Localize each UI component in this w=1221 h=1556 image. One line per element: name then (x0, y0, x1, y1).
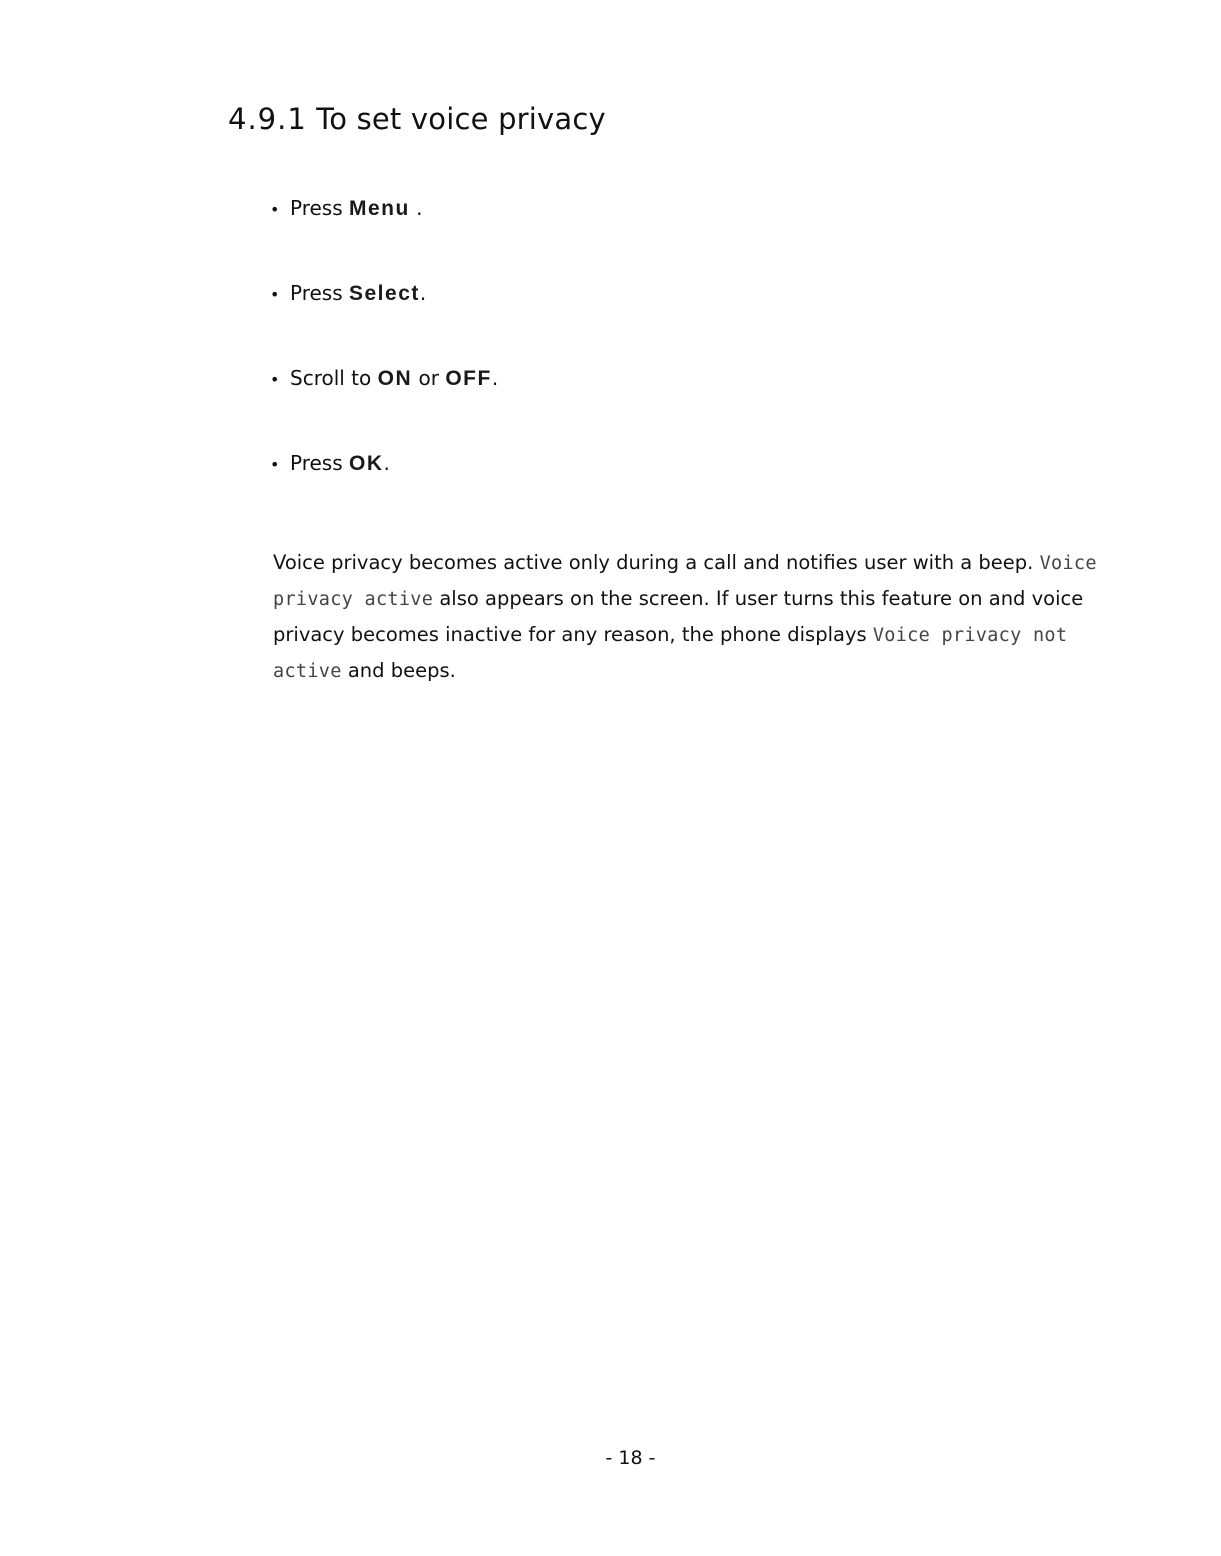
step-suffix: . (383, 451, 390, 475)
paragraph-text: Voice privacy becomes active only during a call and notifies user with a beep. (273, 551, 1040, 574)
step-text: Press (290, 451, 349, 475)
section-heading (228, 102, 606, 136)
step-item (270, 277, 498, 362)
key-name: ON (377, 367, 413, 390)
step-suffix: . (491, 366, 499, 390)
step-text: Scroll to (290, 366, 378, 390)
paragraph-text: also appears on the screen. If user turns this feature on and voice privacy becomes inactive for any reason, the phone displays (273, 587, 1084, 646)
bullet-icon: • (270, 200, 280, 219)
key-name: Menu (349, 197, 410, 220)
step-suffix: . (419, 281, 427, 305)
steps-list (270, 192, 498, 532)
section-title: To set voice privacy (316, 102, 606, 136)
key-name: Select (349, 282, 420, 305)
step-text: Press (290, 196, 349, 220)
step-middle: or (412, 366, 446, 390)
description-paragraph (273, 545, 1113, 689)
paragraph-text: and beeps. (341, 659, 456, 682)
bullet-icon: • (270, 285, 280, 304)
step-suffix: . (409, 196, 423, 220)
step-item (270, 362, 498, 447)
section-number: 4.9.1 (228, 102, 307, 136)
key-name: OK (349, 452, 384, 475)
bullet-icon: • (270, 455, 280, 474)
display-message: Voice privacy active (273, 553, 1097, 610)
step-item (270, 192, 498, 277)
key-name: OFF (445, 367, 492, 390)
page-number: - 18 - (605, 1447, 656, 1469)
display-message: Voice privacy not active (273, 625, 1068, 682)
step-text: Press (290, 281, 349, 305)
bullet-icon: • (270, 370, 280, 389)
step-item (270, 447, 498, 532)
